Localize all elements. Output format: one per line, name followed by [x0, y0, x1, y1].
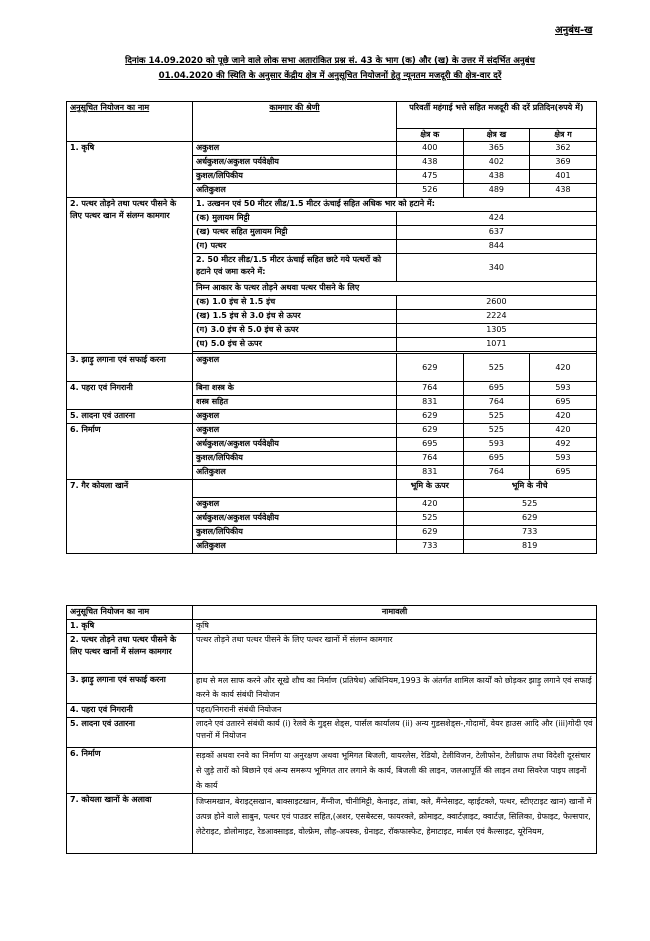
stone-subheading-1: 1. उत्खनन एवं 50 मीटर लीड/1.5 मीटर ऊंचाई सहित अधिक भार को हटाने में:: [193, 198, 597, 212]
zone-b-value: 438: [463, 170, 530, 184]
employment-name: 3. झाड़ु लगाना एवं सफाई करना: [67, 674, 193, 704]
table-row: [67, 704, 597, 718]
employment-watch-ward: 4. पहरा एवं निगरानी: [67, 382, 193, 410]
table-row: [67, 718, 597, 748]
employment-description: लादने एवं उतारने संबंधी कार्य (i) रेलवे के गुड्स शेड्स, पार्सल कार्यालय (ii) अन्य गुडसशेड्स-,गोदामों, वेयर हाउस आदि और (iii)गोदी एवं पत्तनों में नियोजन: [193, 718, 597, 748]
zone-c-value: 593: [530, 452, 597, 466]
category-cell: अकुशल: [193, 410, 397, 424]
zone-b-value: 695: [463, 452, 530, 466]
zone-a-value: 764: [397, 452, 464, 466]
zone-b-value: 593: [463, 438, 530, 452]
stone-subheading-3: निम्न आकार के पत्थर तोड़ने अथवा पत्थर पीसने के लिए: [193, 282, 597, 296]
zone-a-value: 764: [397, 382, 464, 396]
table-row: [67, 620, 597, 634]
employment-description: पहरा/निगरानी संबंधी नियोजन: [193, 704, 597, 718]
table-row: [67, 382, 597, 396]
zone-a-value: 695: [397, 438, 464, 452]
header-rates: परिवर्ती महंगाई भत्ते सहित मजदूरी की दरें प्रतिदिन(रुपये में): [397, 102, 597, 129]
employment-sweeping: 3. झाड़ु लगाना एवं सफाई करना: [67, 354, 193, 382]
nomenclature-table: [66, 605, 597, 854]
rate-value: 637: [397, 226, 597, 240]
table-row: [67, 634, 597, 674]
zone-b-value: 695: [463, 382, 530, 396]
zone-a-value: 629: [397, 424, 464, 438]
below-ground-value: 525: [463, 498, 596, 512]
heading-line-2: 01.04.2020 की स्थिति के अनुसार केंद्रीय क्षेत्र में अनुसूचित नियोजनों हेतु न्यूनतम मजदूरी की क्षेत्र-वार दरें: [158, 71, 502, 81]
category-cell: अर्धकुशल/अकुशल पर्यवेक्षीय: [193, 512, 397, 526]
rate-value: 2600: [397, 296, 597, 310]
zone-a-value: 831: [397, 466, 464, 480]
header-zone-c: क्षेत्र ग: [530, 129, 597, 142]
employment-description: हाथ से मल साफ करने और सूखे शौच का निर्माण (प्रतिषेध) अधिनियम,1993 के अंतर्गत शामिल कार्यों को छोड़कर झाड़ु लगाने एवं सफाई करने के कार्य संबंधी नियोजन: [193, 674, 597, 704]
employment-stone-breaking: 2. पत्थर तोड़ने तथा पत्थर पीसने के लिए पत्थर खान में संलग्न कामगार: [67, 198, 193, 354]
zone-b-value: 525: [463, 410, 530, 424]
employment-description: सड़कों अथवा रनवे का निर्माण या अनुरक्षण अथवा भूमिगत बिजली, वायरलेस, रेडियो, टेलीविजन, टेलीफोन, टेलीग्राफ तथा विदेशी दूरसंचार से जुड़े तारों को बिछाने एवं अन्य समरूप भूमिगत तार लगाने के कार्य, बिजली की लाइन, जलआपूर्ति की लाइन तथा सिवरेज पाइप लाइनों के कार्य: [193, 748, 597, 794]
zone-c-value: 492: [530, 438, 597, 452]
category-cell: कुशल/लिपिकीय: [193, 526, 397, 540]
employment-name: 2. पत्थर तोड़ने तथा पत्थर पीसने के लिए पत्थर खानों में संलग्न कामगार: [67, 634, 193, 674]
below-ground-value: 629: [463, 512, 596, 526]
table-header-row: [67, 606, 597, 620]
zone-c-value: 369: [530, 156, 597, 170]
table-row: [67, 424, 597, 438]
employment-noncoal-mines: 7. गैर कोयला खानें: [67, 480, 193, 554]
blank-cell: [193, 480, 397, 498]
rate-value: 1305: [397, 324, 597, 338]
category-cell: (क) मुलायम मिट्टी: [193, 212, 397, 226]
zone-c-value: 695: [530, 466, 597, 480]
zone-c-value: 401: [530, 170, 597, 184]
zone-c-value: 438: [530, 184, 597, 198]
header-employment: अनुसूचित नियोजन का नाम: [67, 606, 193, 620]
category-cell: अतिकुशल: [193, 540, 397, 554]
employment-construction: 6. निर्माण: [67, 424, 193, 480]
employment-description: पत्थर तोड़ने तथा पत्थर पीसने के लिए पत्थर खानों में संलग्न कामगार: [193, 634, 597, 674]
rate-value: 1071: [397, 338, 597, 352]
stone-subheading-2: 2. 50 मीटर लीड/1.5 मीटर ऊंचाई सहित छाटे गये पत्थरों को हटाने एवं जमा करने में:: [193, 254, 397, 282]
category-cell: (क) 1.0 इंच से 1.5 इंच: [193, 296, 397, 310]
employment-description: जिप्समखान, बेराइट्सखान, बाक्साइटखान, मैंग्नीज, चीनीमिट्टी, केनाइट, तांबा, क्ले, मैंग्नेसाइट, व्हाईटक्ले, पत्थर, स्टीएटाइट खान) खानों में उत्पन्न होने वाले साबुन, पत्थर एवं पाउडर सहित,(अशर, एसबेस्टस, फायरक्ले, क्रोमाइट, क्वार्टज़ाइट, क्वार्टज़, सिलिका, ग्रेफाइट, फेल्सपार, लेटेराइट, डोलोमाइट, रेडआक्साइड, वोल्फ्रेम, लौह-अयस्क, ग्रेनाइट, रॉकफास्फेट, हेमाटाइट, मार्बल एवं कैल्साइट, यूरेनियम,: [193, 794, 597, 854]
zone-c-value: 420: [530, 424, 597, 438]
zone-a-value: 438: [397, 156, 464, 170]
table-row: [67, 198, 597, 212]
header-zone-b: क्षेत्र ख: [463, 129, 530, 142]
category-cell: अतिकुशल: [193, 466, 397, 480]
above-ground-value: 525: [397, 512, 464, 526]
above-ground-value: 629: [397, 526, 464, 540]
document-heading: [70, 54, 590, 84]
zone-b-value: 764: [463, 466, 530, 480]
category-cell: कुशल/लिपिकीय: [193, 170, 397, 184]
zone-a-value: 526: [397, 184, 464, 198]
header-employment: अनुसूचित नियोजन का नाम: [67, 102, 193, 142]
category-cell: (ग) पत्थर: [193, 240, 397, 254]
employment-name: 1. कृषि: [67, 620, 193, 634]
employment-name: 6. निर्माण: [67, 748, 193, 794]
annex-label: अनुबंध-ख: [555, 25, 593, 36]
zone-c-value: 593: [530, 382, 597, 396]
heading-line-1: दिनांक 14.09.2020 को पूछे जाने वाले लोक सभा अतारांकित प्रश्न सं. 43 के भाग (क) और (ख) के उत्तर में संदर्भित अनुबंध: [125, 56, 535, 66]
category-cell: अर्धकुशल/अकुशल पर्यवेक्षीय: [193, 438, 397, 452]
zone-c-value: 695: [530, 396, 597, 410]
header-zone-a: क्षेत्र क: [397, 129, 464, 142]
table-row: [67, 674, 597, 704]
zone-b-value: 525: [463, 424, 530, 438]
table-row: [67, 354, 597, 382]
table-row: [67, 794, 597, 854]
zone-b-value: 365: [463, 142, 530, 156]
employment-name: 4. पहरा एवं निगरानी: [67, 704, 193, 718]
zone-b-value: 525: [463, 354, 530, 382]
zone-a-value: 400: [397, 142, 464, 156]
header-below-ground: भूमि के नीचे: [463, 480, 596, 498]
category-cell: (ख) 1.5 इंच से 3.0 इंच से ऊपर: [193, 310, 397, 324]
employment-name: 7. कोयला खानों के अलावा: [67, 794, 193, 854]
category-cell: बिना शस्त्र के: [193, 382, 397, 396]
zone-b-value: 764: [463, 396, 530, 410]
rate-value: 424: [397, 212, 597, 226]
zone-c-value: 362: [530, 142, 597, 156]
category-cell: शस्त्र सहित: [193, 396, 397, 410]
table-row: [67, 142, 597, 156]
employment-description: कृषि: [193, 620, 597, 634]
rate-value: 340: [397, 254, 597, 282]
header-nomenclature: नामावली: [193, 606, 597, 620]
category-cell: अकुशल: [193, 354, 397, 382]
rate-value: 2224: [397, 310, 597, 324]
below-ground-value: 733: [463, 526, 596, 540]
header-above-ground: भूमि के ऊपर: [397, 480, 464, 498]
category-cell: अकुशल: [193, 142, 397, 156]
zone-c-value: 420: [530, 410, 597, 424]
employment-agriculture: 1. कृषि: [67, 142, 193, 198]
employment-name: 5. लादना एवं उतारना: [67, 718, 193, 748]
zone-a-value: 475: [397, 170, 464, 184]
above-ground-value: 420: [397, 498, 464, 512]
zone-c-value: 420: [530, 354, 597, 382]
zone-a-value: 831: [397, 396, 464, 410]
employment-loading: 5. लादना एवं उतारना: [67, 410, 193, 424]
below-ground-value: 819: [463, 540, 596, 554]
table-row: [67, 410, 597, 424]
above-ground-value: 733: [397, 540, 464, 554]
category-cell: (ख) पत्थर सहित मुलायम मिट्टी: [193, 226, 397, 240]
table-header-row: [67, 102, 597, 129]
table-row: [67, 748, 597, 794]
category-cell: अकुशल: [193, 498, 397, 512]
zone-b-value: 489: [463, 184, 530, 198]
wage-rates-table: [66, 101, 597, 554]
category-cell: (घ) 5.0 इंच से ऊपर: [193, 338, 397, 352]
category-cell: कुशल/लिपिकीय: [193, 452, 397, 466]
category-cell: अर्धकुशल/अकुशल पर्यवेक्षीय: [193, 156, 397, 170]
zone-a-value: 629: [397, 410, 464, 424]
zone-a-value: 629: [397, 354, 464, 382]
category-cell: अकुशल: [193, 424, 397, 438]
category-cell: (ग) 3.0 इंच से 5.0 इंच से ऊपर: [193, 324, 397, 338]
zone-b-value: 402: [463, 156, 530, 170]
header-category: कामगार की श्रेणी: [193, 102, 397, 142]
table-row: [67, 480, 597, 498]
category-cell: अतिकुशल: [193, 184, 397, 198]
rate-value: 844: [397, 240, 597, 254]
